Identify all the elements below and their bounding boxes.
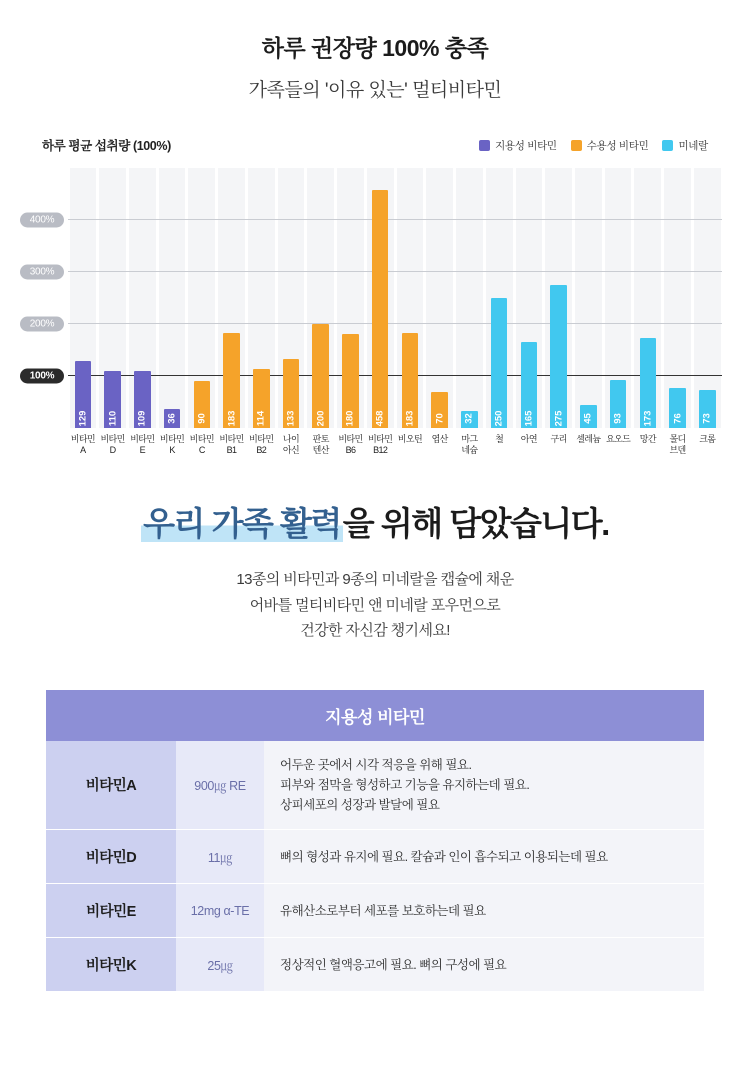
slogan [0,498,750,545]
chart-x-label: 철 [495,434,504,444]
table-row [46,884,704,938]
page-header [0,0,750,102]
chart-x-label: 구리 [550,434,567,444]
table-row [46,938,704,992]
chart-bar-value: 90 [196,413,208,424]
chart-bar [491,298,508,428]
chart-x-label: 판토 텐산 [312,434,329,455]
chart-header [20,136,730,154]
chart-bar [223,333,240,428]
legend-label: 미네랄 [678,139,708,152]
chart-bar-value: 180 [344,410,356,427]
chart-bar [402,333,419,428]
description-line: 13종의 비타민과 9종의 미네랄을 캡슐에 채운 [236,571,514,588]
chart-bar-cell [99,168,126,428]
chart-plot-area [20,168,730,468]
chart-bar-value: 183 [404,410,416,427]
legend-item [479,138,557,153]
chart-bar [312,324,329,428]
chart-x-label: 나이 아신 [282,434,300,455]
table-cell-name: 비타민A [46,741,176,830]
chart-x-label: 비타민 B6 [338,434,363,455]
chart-bar-cell [188,168,215,428]
chart-bar-cell [70,168,97,428]
chart-bar-cell [545,168,572,428]
chart-bar-value: 36 [166,413,178,424]
chart-bar-cell [575,168,602,428]
chart-x-label: 비타민 C [189,434,214,455]
table-row [46,741,704,830]
table-cell-description: 어두운 곳에서 시각 적응을 위해 필요. 피부와 점막을 형성하고 기능을 유지하는데 필요. 상피세포의 성장과 발달에 필요 [264,741,704,830]
chart-bar [253,369,270,428]
chart-bar-cell [129,168,156,428]
chart-bar-value: 109 [136,410,148,427]
chart-bar [194,381,211,428]
chart-bar-cell [516,168,543,428]
chart-bar [164,409,181,428]
chart-x-label: 셀레늄 [576,434,601,444]
chart-bar-value: 129 [77,410,89,427]
chart-bar-cell [426,168,453,428]
chart-bar-value: 45 [582,413,594,424]
legend-swatch-icon [479,140,490,151]
chart-bar-cell [159,168,186,428]
chart-bar-value: 200 [315,410,327,427]
chart-bar-value: 93 [612,413,624,424]
chart-bar-value: 165 [523,410,535,427]
chart-bars [68,168,722,428]
table-title: 지용성 비타민 [46,690,704,741]
chart-bar-cell [664,168,691,428]
chart-bar-cell [605,168,632,428]
chart-bar-value: 70 [434,413,446,424]
chart-bar [580,405,597,428]
chart-bar-cell [337,168,364,428]
chart-bar-cell [694,168,721,428]
chart-bar [134,371,151,428]
chart-x-label: 비타민 A [70,434,96,455]
chart-x-label: 몰디 브덴 [669,434,686,455]
chart-bar-value: 133 [285,410,297,427]
chart-bar-cell [634,168,661,428]
table-cell-description: 유해산소로부터 세포를 보호하는데 필요 [264,884,704,938]
description-block [0,567,750,644]
chart-bar [104,371,121,428]
chart-y-tick-label: 100% [20,369,64,384]
chart-bar [342,334,359,428]
chart-bar-value: 173 [642,410,654,427]
chart-bar-value: 183 [226,410,238,427]
legend-swatch-icon [571,140,582,151]
chart-bar-cell [367,168,394,428]
chart-bar-cell [397,168,424,428]
chart-bar-cell [248,168,275,428]
page-title: 하루 권장량 100% 충족 [261,35,489,61]
chart-bar [521,342,538,428]
chart-x-label: 비타민 B2 [249,434,274,455]
legend-swatch-icon [662,140,673,151]
chart-bar [372,190,389,428]
chart-bar-value: 250 [493,410,505,427]
chart-bar-value: 76 [672,413,684,424]
table-cell-description: 뼈의 형성과 유지에 필요. 칼슘과 인이 흡수되고 이용되는데 필요 [264,830,704,884]
chart-bar [431,392,448,428]
table-cell-amount: 25㎍ [176,938,264,992]
chart-x-label: 비타민 K [159,434,185,455]
chart-x-label: 비오틴 [397,434,423,444]
chart-x-label: 마그 네슘 [461,434,478,455]
chart-x-label: 비타민 B12 [368,434,393,455]
chart-bar-value: 114 [255,410,267,427]
chart-x-label: 비타민 D [100,434,125,455]
legend-item [662,138,708,153]
chart-bar-cell [307,168,334,428]
table-cell-amount: 900㎍ RE [176,741,264,830]
chart-title: 하루 평균 섭취량 (100%) [42,139,171,153]
chart-x-axis-labels [68,434,722,455]
table-cell-description: 정상적인 혈액응고에 필요. 뼈의 구성에 필요 [264,938,704,992]
table-cell-name: 비타민E [46,884,176,938]
chart-bar-value: 32 [463,413,475,424]
legend-label: 수용성 비타민 [586,139,649,152]
chart-x-label: 망간 [639,434,656,444]
legend-item [571,138,649,153]
chart-x-label: 아연 [520,434,537,444]
chart-bar [283,359,300,428]
chart-bar [640,338,657,428]
chart-plot [29,168,722,428]
chart-x-label: 비타민 E [130,434,155,455]
chart-bar-value: 73 [701,413,713,424]
description-line: 어바틀 멀티비타민 앤 미네랄 포우먼으로 [249,596,501,614]
chart-legend [479,138,708,153]
table-cell-name: 비타민K [46,938,176,992]
chart-bar [75,361,92,428]
nutrient-table-section [46,690,704,993]
description-line: 건강한 자신감 챙기세요! [300,622,450,639]
chart-bar-cell [218,168,245,428]
chart-bar [550,285,567,428]
chart-bar [461,411,478,428]
chart-y-tick-label: 400% [20,213,64,228]
nutrient-table [46,741,704,993]
legend-label: 지용성 비타민 [495,139,557,152]
page-subtitle: 가족들의 '이유 있는' 멀티비타민 [248,80,502,101]
chart-bar-cell [278,168,305,428]
chart-bar-cell [486,168,513,428]
table-cell-name: 비타민D [46,830,176,884]
chart-x-label: 비타민 B1 [219,434,244,455]
chart-y-tick-label: 300% [20,265,64,280]
chart-x-label: 엽산 [431,434,448,444]
table-cell-amount: 11㎍ [176,830,264,884]
chart-bar [669,388,686,428]
table-cell-amount: 12mg α-TE [176,884,264,938]
slogan-highlight: 우리 가족 활력 [143,505,341,542]
chart-section [0,136,750,468]
chart-y-tick-label: 200% [20,317,64,332]
chart-bar [610,380,627,428]
chart-bar-cell [456,168,483,428]
chart-x-label: 크롬 [699,434,716,444]
chart-x-label: 요오드 [605,434,631,444]
slogan-rest: 을 위해 담았습니다. [342,505,609,542]
chart-bar [699,390,716,428]
chart-bar-value: 110 [107,410,119,427]
table-row [46,830,704,884]
chart-bar-value: 275 [553,410,565,427]
chart-bar-value: 458 [374,410,386,427]
